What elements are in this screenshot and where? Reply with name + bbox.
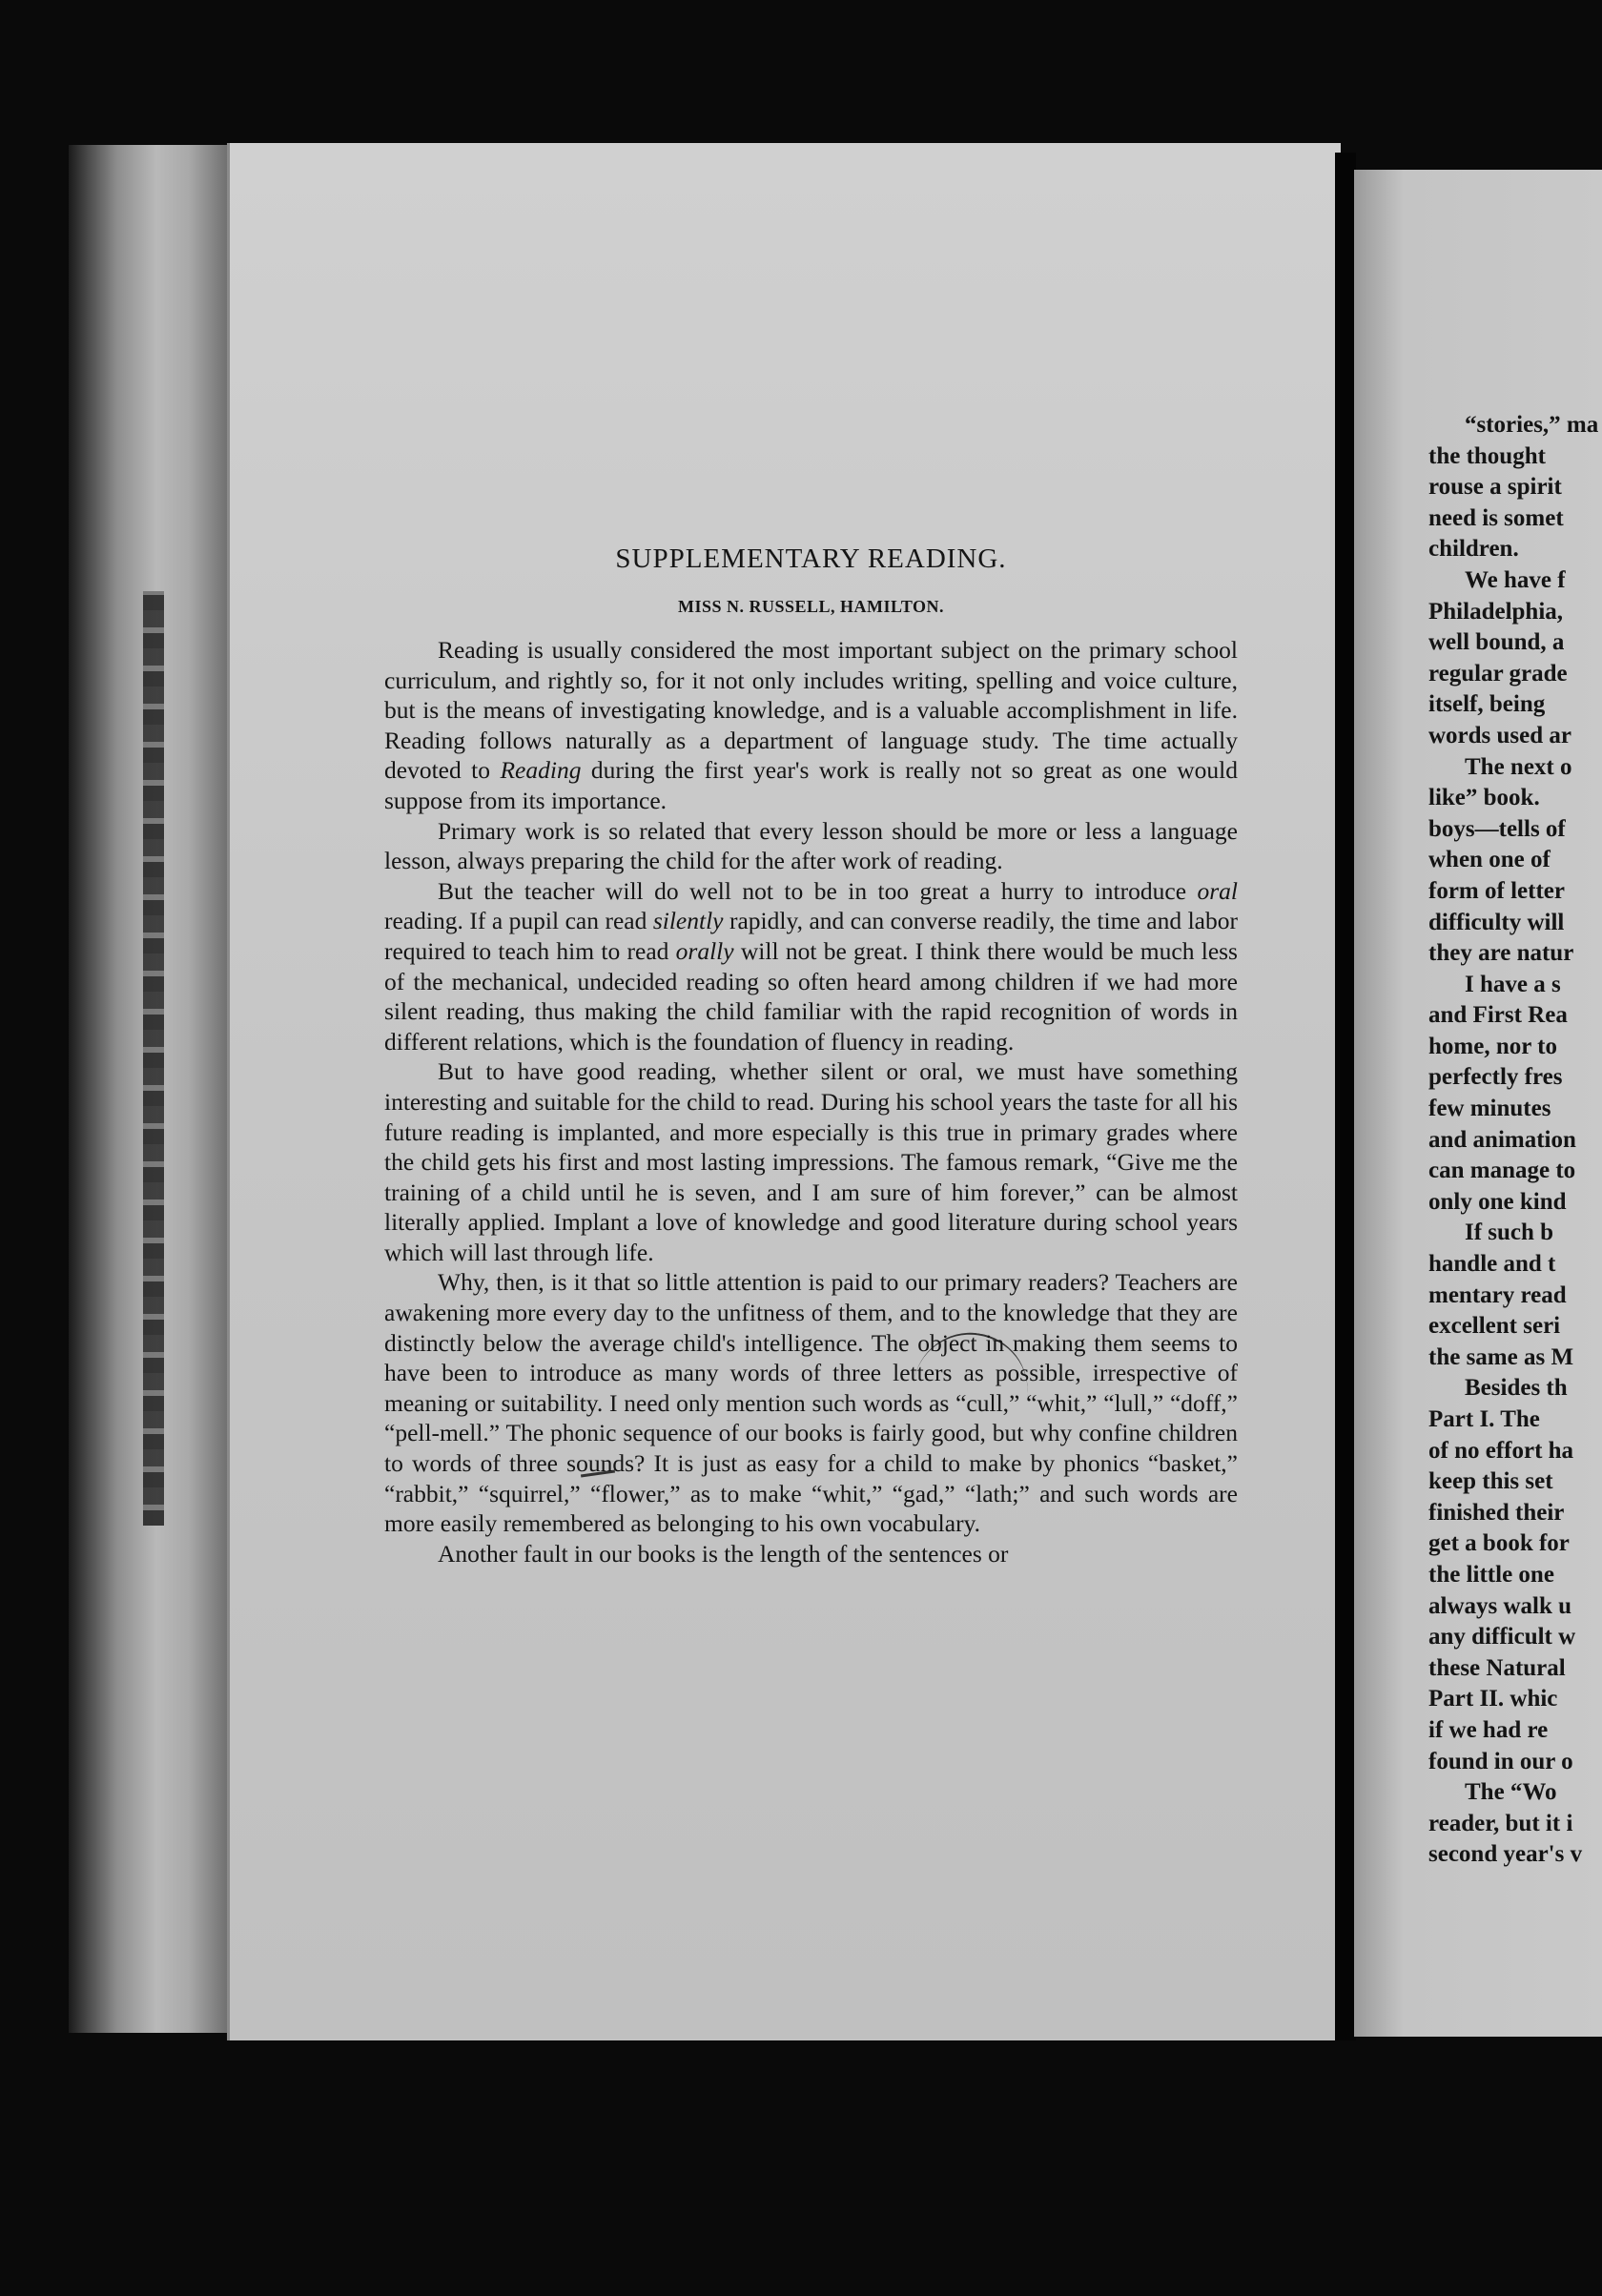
- right-page-line: can manage to: [1428, 1158, 1576, 1184]
- right-page-line: the same as M: [1428, 1343, 1574, 1370]
- right-page-line: keep this set: [1428, 1468, 1553, 1495]
- right-page-line: any difficult w: [1428, 1624, 1576, 1650]
- article-paragraph: [384, 816, 1238, 876]
- italic-text: orally: [675, 936, 734, 965]
- paragraph-text: during the first year's work is really not so great as one would suppose from its importance.: [384, 756, 1238, 814]
- right-page-line: Philadelphia,: [1428, 598, 1564, 625]
- article-paragraph: [384, 635, 1238, 816]
- right-page-line: always walk u: [1428, 1592, 1572, 1619]
- right-page-line: difficulty will: [1428, 909, 1565, 935]
- right-page-line: get a book for: [1428, 1530, 1570, 1557]
- right-page-line: We have f: [1465, 566, 1566, 593]
- right-page-line: reader, but it i: [1428, 1810, 1573, 1836]
- right-page-line: The next o: [1465, 753, 1572, 780]
- paragraph-text: Reading is usually considered the most important subject on the primary school curriculum, and rightly so, for it not only includes writing, spelling and voice culture, but is the means of investigating knowledge, and is a valuable accomplishment in life. Reading follows naturally as a department of language study. The time actually devoted to: [384, 636, 1238, 785]
- right-page-line: if we had re: [1428, 1716, 1549, 1743]
- right-page-line: finished their: [1428, 1499, 1565, 1526]
- right-page-line: The “Wo: [1465, 1779, 1557, 1806]
- right-page-line: few minutes: [1428, 1096, 1551, 1122]
- book-gutter: [1335, 153, 1356, 2040]
- paragraph-text: But to have good reading, whether silent or oral, we must have something interesting and suitable for the child to read. During his school years the taste for all his future reading is implanted, and more especially is this true in primary grades where the child gets his first and most lasting impressions. The famous remark, “Give me the training of a child until he is seven, and I am sure of him forever,” can be almost literally applied. Implant a love of knowledge and good literature during school years which will last through life.: [384, 1057, 1238, 1266]
- paragraph-text: Why, then, is it that so little attention is paid to our primary readers? Teachers are awakening more every day to the unfitness of them, and to the knowledge that they are distinctly below the average child's intelligence. The object in making them seems to have been to introduce as many words of three letters as possible, irrespective of meaning or suitability. I need only mention such words as “cull,” “whit,” “lull,” “doff,” “pell-mell.” The phonic sequence of our books is fairly good, but why confine children to words of three sounds? It is just as easy for a child to make by phonics “basket,” “rabbit,” “squirrel,” “flower,” as to make “whit,” “gad,” “lath;” and such words are more easily remembered as belonging to his own vocabulary.: [384, 1268, 1238, 1538]
- paragraph-text: Primary work is so related that every lesson should be more or less a language lesson, always preparing the child for the after work of reading.: [384, 816, 1238, 875]
- right-page-line: If such b: [1465, 1220, 1554, 1246]
- right-page-line: “stories,” ma: [1465, 412, 1599, 438]
- right-page-line: they are natur: [1428, 940, 1574, 967]
- right-page-line: of no effort ha: [1428, 1437, 1574, 1464]
- right-page-line: mentary read: [1428, 1281, 1567, 1308]
- paragraph-text: will not be great. I think there would be much less of the mechanical, undecided reading so often heard among children if we had more silent reading, thus making the child familiar with the rapid recognition of words in different relations, which is the foundation of fluency in reading.: [384, 936, 1238, 1056]
- right-page-line: like” book.: [1428, 785, 1540, 811]
- right-page-line: rouse a spirit: [1428, 474, 1562, 501]
- paragraph-text: rapidly, and can converse readily, the time and labor required to teach him to read: [384, 907, 1238, 965]
- right-page-line: these Natural: [1428, 1654, 1566, 1681]
- right-page-line: need is somet: [1428, 504, 1564, 531]
- italic-text: silently: [652, 907, 724, 935]
- right-page-line: Part I. The: [1428, 1406, 1540, 1432]
- paragraph-text: reading. If a pupil can read: [384, 907, 653, 935]
- right-page-line: handle and t: [1428, 1251, 1556, 1278]
- right-page-line: Part II. whic: [1428, 1686, 1558, 1712]
- right-page-line: and animation: [1428, 1126, 1576, 1153]
- right-page-line: home, nor to: [1428, 1033, 1557, 1059]
- article-paragraph: [384, 876, 1238, 1057]
- paragraph-text: Another fault in our books is the length of the sentences or: [438, 1539, 1009, 1568]
- right-page-line: well bound, a: [1428, 629, 1565, 656]
- right-page-line: second year's v: [1428, 1841, 1583, 1868]
- article: [384, 542, 1238, 1568]
- italic-text: oral: [1197, 876, 1238, 905]
- paragraph-text: But the teacher will do well not to be in too great a hurry to introduce: [438, 876, 1198, 905]
- right-page-line: I have a s: [1465, 971, 1561, 997]
- article-paragraph: [384, 1267, 1238, 1538]
- right-page-line: only one kind: [1428, 1188, 1567, 1215]
- right-page-line: children.: [1428, 536, 1519, 563]
- right-page-line: when one of: [1428, 847, 1551, 873]
- right-page-line: perfectly fres: [1428, 1064, 1563, 1091]
- article-title: SUPPLEMENTARY READING.: [615, 543, 1007, 574]
- right-page-line: boys—tells of: [1428, 815, 1566, 842]
- right-page-line: itself, being: [1428, 691, 1546, 718]
- right-page-line: regular grade: [1428, 660, 1568, 687]
- article-paragraph: [384, 1056, 1238, 1267]
- right-page-line: excellent seri: [1428, 1313, 1561, 1340]
- right-page-line: found in our o: [1428, 1748, 1573, 1774]
- library-stamp-stain: [143, 591, 164, 1526]
- article-body: [384, 635, 1238, 1568]
- right-page-line: form of letter: [1428, 877, 1565, 904]
- right-page-line: and First Rea: [1428, 1002, 1568, 1029]
- right-page-text: [1428, 410, 1602, 1871]
- article-author: MISS N. RUSSELL, HAMILTON.: [677, 597, 945, 616]
- left-page: [227, 143, 1341, 2040]
- right-page-line: the thought: [1428, 442, 1546, 469]
- right-page-line: the little one: [1428, 1561, 1554, 1588]
- right-page-line: words used ar: [1428, 722, 1572, 748]
- right-page-line: Besides th: [1465, 1375, 1568, 1402]
- article-paragraph: [384, 1539, 1238, 1569]
- italic-text: Reading: [500, 756, 582, 785]
- right-page: [1354, 170, 1602, 2037]
